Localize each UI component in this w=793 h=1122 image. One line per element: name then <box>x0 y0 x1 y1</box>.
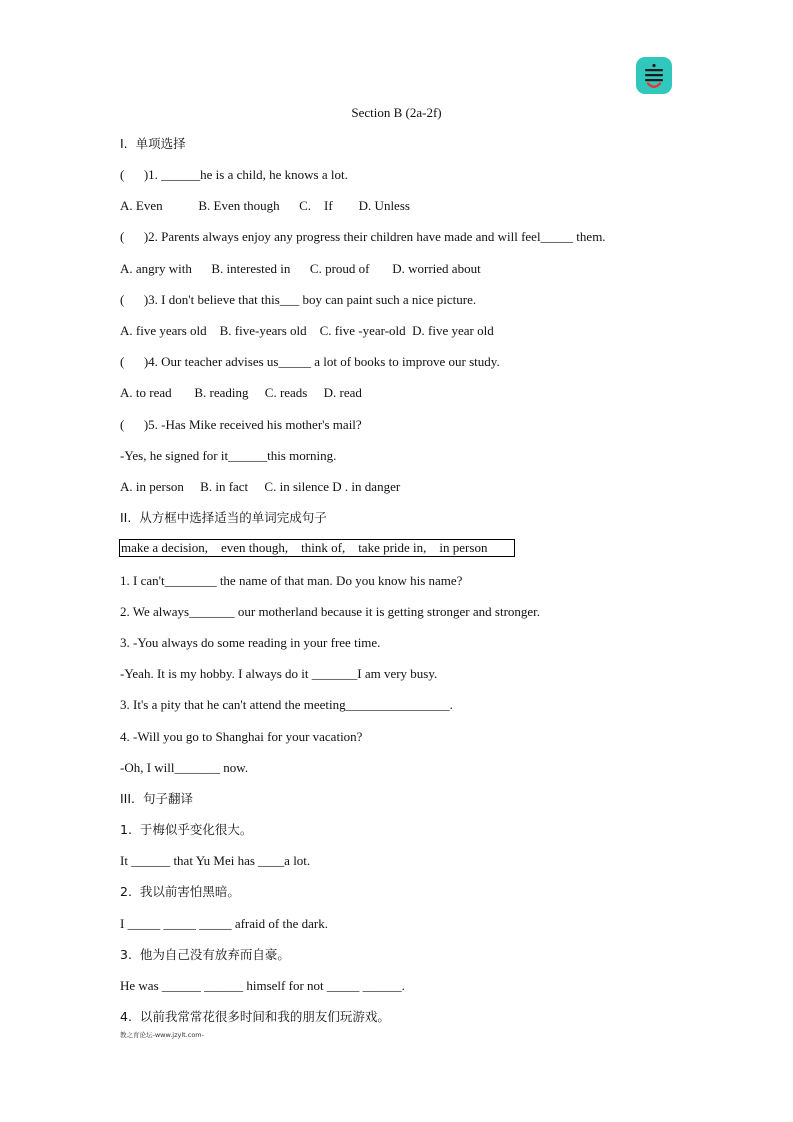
question-line: -Oh, I will_______ now. <box>120 760 249 775</box>
question-line: He was ______ ______ himself for not _____ ______. <box>120 978 405 993</box>
options-line: A. Even B. Even though C. If D. Unless <box>120 198 410 213</box>
question-line: ( )2. Parents always enjoy any progress their children have made and will feel_____ them. <box>120 229 606 244</box>
page-title: Section B (2a-2f) <box>351 105 442 120</box>
section-2-heading: II. 从方框中选择适当的单词完成句子 <box>120 510 327 525</box>
question-line: It ______ that Yu Mei has ____a lot. <box>120 853 311 868</box>
word-box: make a decision, even though, think of, take pride in, in person <box>119 539 515 557</box>
question-line: 3. It's a pity that he can't attend the meeting________________. <box>120 697 453 712</box>
question-line: 3. -You always do some reading in your free time. <box>120 635 381 650</box>
book-list-icon <box>636 57 672 94</box>
options-line: A. to read B. reading C. reads D. read <box>120 385 362 400</box>
options-line: A. five years old B. five-years old C. five -year-old D. five year old <box>120 323 494 338</box>
footer-source: 教之育论坛-www.jzylt.com- <box>120 1031 204 1039</box>
question-line: ( )4. Our teacher advises us_____ a lot of books to improve our study. <box>120 354 500 369</box>
question-line: 1. I can't________ the name of that man. Do you know his name? <box>120 573 463 588</box>
logo <box>636 57 672 94</box>
options-line: A. angry with B. interested in C. proud of D. worried about <box>120 261 481 276</box>
question-line: ( )3. I don't believe that this___ boy can paint such a nice picture. <box>120 292 477 307</box>
question-line: I _____ _____ _____ afraid of the dark. <box>120 916 328 931</box>
section-1-heading: I. 单项选择 <box>120 136 186 151</box>
question-line: -Yeah. It is my hobby. I always do it _______I am very busy. <box>120 666 438 681</box>
chinese-sentence: 4. 以前我常常花很多时间和我的朋友们玩游戏。 <box>120 1009 390 1024</box>
chinese-sentence: 2. 我以前害怕黑暗。 <box>120 884 240 899</box>
question-line: 2. We always_______ our motherland because it is getting stronger and stronger. <box>120 604 541 619</box>
question-line: 4. -Will you go to Shanghai for your vacation? <box>120 729 363 744</box>
options-line: A. in person B. in fact C. in silence D . in danger <box>120 479 401 494</box>
chinese-sentence: 3. 他为自己没有放弃而自豪。 <box>120 947 290 962</box>
question-line: ( )1. ______he is a child, he knows a lot. <box>120 167 348 182</box>
question-line: ( )5. -Has Mike received his mother's mail? <box>120 417 362 432</box>
chinese-sentence: 1. 于梅似乎变化很大。 <box>120 822 253 837</box>
section-3-heading: III. 句子翻译 <box>120 791 193 806</box>
question-line: -Yes, he signed for it______this morning. <box>120 448 337 463</box>
